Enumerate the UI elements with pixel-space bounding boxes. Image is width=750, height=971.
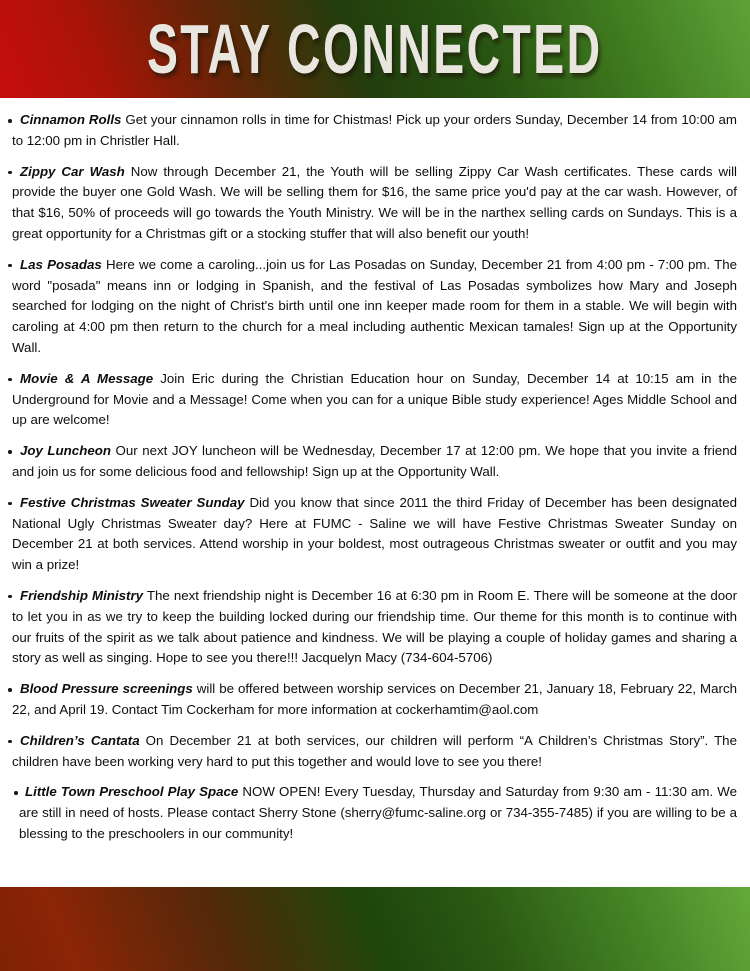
bullet-icon: [8, 595, 12, 599]
item-title: Festive Christmas Sweater Sunday: [20, 494, 245, 510]
bullet-icon: [8, 119, 12, 123]
list-item: [12, 731, 737, 773]
bullet-icon: [8, 171, 12, 175]
list-item: [12, 110, 737, 152]
item-text: On December 21 at both services, our children will perform “A Children’s Christmas Story”. The children have been working very hard to put this together and would love to see you there!: [12, 732, 737, 769]
item-text: Join Eric during the Christian Education hour on Sunday, December 14 at 10:15 am in the Underground for Movie and a Message! Come when you can for a unique Bible study experience! Ages Middle School and up are welcome!: [12, 370, 737, 428]
list-item: [12, 162, 737, 245]
item-title: Blood Pressure screenings: [20, 681, 193, 697]
item-text: Get your cinnamon rolls in time for Chistmas! Pick up your orders Sunday, December 14 from 10:00 am to 12:00 pm in Christler Hall.: [12, 112, 738, 148]
bullet-icon: [8, 688, 12, 692]
bullet-icon: [8, 502, 12, 506]
item-title: Little Town Preschool Play Space: [25, 784, 239, 800]
bullet-icon: [14, 791, 18, 795]
item-text: Our next JOY luncheon will be Wednesday, December 17 at 12:00 pm. We hope that you invite a friend and join us for some delicious food and fellowship! Sign up at the Opportunity Wall.: [12, 443, 737, 479]
item-text: NOW OPEN! Every Tuesday, Thursday and Saturday from 9:30 am - 11:30 am. We are still in need of hosts. Please contact Sherry Stone (sherry@fumc-saline.org or 734-355-7485) if you are willing to be a blessing to the preschoolers in our community!: [19, 784, 737, 841]
list-item: [19, 782, 737, 844]
list-item: [12, 369, 737, 431]
item-title: Zippy Car Wash: [20, 163, 125, 179]
footer-bar: [0, 887, 750, 971]
bullet-icon: [8, 450, 12, 454]
item-title: Movie & A Message: [20, 370, 154, 386]
item-text: Did you know that since 2011 the third Friday of December has been designated National Ugly Christmas Sweater day? Here at FUMC - Saline we will have Festive Christmas Sweater Sunday on December 21 at both services. Attend worship in your boldest, most outrageous Christmas sweater or outfit and you may win a prize!: [12, 494, 737, 573]
bullet-icon: [8, 740, 12, 744]
list-item: [12, 586, 737, 669]
page-title: STAY CONNECTED: [147, 9, 603, 88]
bullet-icon: [8, 378, 12, 382]
header-banner: [0, 0, 750, 98]
list-item: [12, 493, 737, 576]
list-item: [12, 441, 737, 483]
item-title: Las Posadas: [20, 256, 102, 272]
item-text: Now through December 21, the Youth will be selling Zippy Car Wash certificates. These cards will provide the buyer one Gold Wash. We will be selling them for $16, the same price you'd pay at the car wash. However, of that $16, 50% of proceeds will go towards the Youth Ministry. We will be in the narthex selling cards on Sundays. This is a great opportunity for a Christmas gift or a stocking stuffer that will also benefit our youth!: [12, 163, 737, 241]
item-text: will be offered between worship services on December 21, January 18, February 22, March 22, and April 19. Contact Tim Cockerham for more information at cockerhamtim@aol.com: [12, 681, 737, 717]
announcement-list: [0, 98, 750, 887]
item-title: Joy Luncheon: [20, 443, 111, 459]
list-item: [12, 255, 737, 359]
list-item: [12, 679, 737, 721]
item-title: Cinnamon Rolls: [20, 112, 122, 127]
item-title: Friendship Ministry: [20, 587, 144, 603]
bullet-icon: [8, 264, 12, 268]
item-text: Here we come a caroling...join us for Las Posadas on Sunday, December 21 from 4:00 pm - 7:00 pm. The word "posada" means inn or lodging in Spanish, and the festival of Las Posadas symbolizes how Mary and Joseph searched for lodging on the night of Christ's birth until one inn keeper made room for them in a stable. We will begin with caroling at 4:00 pm then return to the church for a meal including authentic Mexican tamales! Sign up at the Opportunity Wall.: [12, 256, 737, 355]
item-title: Children’s Cantata: [20, 732, 140, 748]
item-text: The next friendship night is December 16 at 6:30 pm in Room E. There will be someone at the door to let you in as we try to keep the building locked during our friendship time. Our theme for this month is to continue with our fruits of the spirit as we talk about patience and kindness. We will be playing a couple of holiday games and sharing a story as well as singing. Hope to see you there!!! Jacquelyn Macy (734-604-5706): [12, 587, 737, 666]
